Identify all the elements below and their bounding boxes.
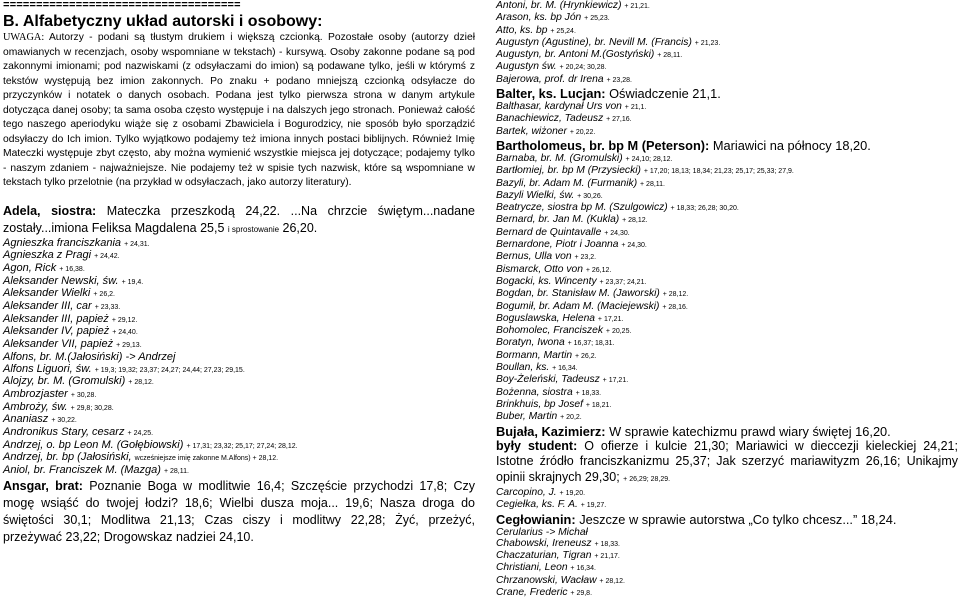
person-ref: + 30,22. bbox=[51, 417, 77, 425]
person-ref: + 24,30. bbox=[621, 242, 647, 250]
person-ref: + 21,17. bbox=[594, 553, 620, 561]
person-entry bbox=[496, 12, 958, 24]
person-entry bbox=[496, 113, 958, 125]
person-name: Ambroży, św. bbox=[3, 400, 68, 413]
person-entry bbox=[496, 126, 958, 138]
author-name: Bujała, Kazimierz: bbox=[496, 423, 606, 439]
person-ref: + 18,21. bbox=[585, 401, 612, 409]
person-ref: + 29,13. bbox=[116, 342, 142, 350]
person-name: Atto, ks. bp bbox=[496, 24, 548, 36]
person-entry bbox=[3, 376, 475, 389]
person-entry bbox=[496, 575, 958, 587]
person-entry bbox=[496, 337, 958, 349]
person-entry bbox=[496, 411, 958, 423]
person-name: Banachiewicz, Tadeusz bbox=[496, 113, 604, 125]
author-entry-byly-student bbox=[496, 439, 958, 488]
person-ref: + 21,21. bbox=[624, 3, 650, 10]
person-name: Augustyn św. bbox=[496, 61, 557, 73]
person-ref: + 16,37; 18,31. bbox=[567, 340, 615, 348]
person-name: Bernard de Quintavalle bbox=[496, 226, 602, 238]
person-name: Beatrycze, siostra bp M. (Szulgowicz) bbox=[496, 202, 668, 214]
person-ref: + 30,26. bbox=[577, 192, 603, 200]
person-name: Boullan, ks. bbox=[496, 362, 550, 374]
person-name: Bogacki, ks. Wincenty bbox=[496, 275, 597, 287]
person-entry bbox=[496, 25, 958, 37]
person-entry bbox=[496, 37, 958, 49]
person-name: Barnaba, br. M. (Gromulski) bbox=[496, 152, 623, 164]
person-ref: + 19,27. bbox=[580, 502, 607, 510]
person-ref: + 19,4. bbox=[121, 278, 144, 286]
person-ref: + 23,37; 24,21. bbox=[599, 278, 647, 286]
person-ref: + 19,3; 19,32; 23,37; 24,27; 24,44; 27,23; 29,15. bbox=[94, 366, 245, 374]
person-name: Bernard, br. Jan M. (Kukla) bbox=[496, 214, 620, 226]
person-entry bbox=[496, 153, 958, 165]
author-works: Poznanie Boga w modlitwie 16,4; Szczęście przychodzi 17,8; Czy mogę wsiąść do twojej łodzi? 18,6; Wielbi dusza moja... 19,6; Nasza droga do świętości 30,1; Modlitwa 21,13; Czas ciszy i modlitwy 22,28; Żyć, przeżyć, przeżywać 23,22; Drogowskaz nadziei 24,10. bbox=[3, 478, 475, 544]
person-ref: + 23,33. bbox=[94, 304, 121, 312]
person-ref: + 16,34. bbox=[552, 365, 578, 373]
author-small-note: + 26,29; 28,29. bbox=[623, 475, 671, 483]
person-ref: + 28,16. bbox=[662, 303, 688, 311]
person-entry bbox=[496, 276, 958, 288]
person-entry bbox=[496, 325, 958, 337]
separator-rule: ==================================== bbox=[3, 0, 241, 12]
author-name: Cegłowianin: bbox=[496, 511, 576, 527]
person-ref: + 19,20. bbox=[559, 490, 586, 497]
person-name: Brinkhuis, bp Josef bbox=[496, 398, 583, 410]
person-name: Bernardone, Piotr i Joanna bbox=[496, 239, 619, 251]
intro-caps: UWAGA: bbox=[3, 32, 45, 43]
person-entry bbox=[496, 101, 958, 113]
person-ref: + 26,12. bbox=[585, 266, 612, 274]
person-ref: + 18,33. bbox=[575, 389, 602, 397]
person-name: Alfons Liguori, św. bbox=[3, 362, 92, 375]
person-name: Cegiełka, ks. F. A. bbox=[496, 499, 578, 511]
person-ref: + 28,12. bbox=[128, 379, 154, 387]
section-heading: B. Alfabetyczny układ autorski i osobowy: bbox=[3, 13, 323, 30]
person-name: Crane, Frederic bbox=[496, 587, 568, 599]
person-ref: + 20,22. bbox=[569, 128, 596, 136]
person-name: Chabowski, Ireneusz bbox=[496, 537, 592, 549]
person-name: Andrzej, o. bp Leon M. (Gołębiowski) bbox=[3, 438, 184, 451]
person-ref: + 18,33; 26,28; 30,20. bbox=[670, 205, 739, 213]
person-name: Chaczaturian, Tigran bbox=[496, 550, 592, 562]
person-name: Bogumił, br. Adam M. (Maciejewski) bbox=[496, 300, 660, 312]
person-entry bbox=[3, 389, 475, 402]
author-name: Bartholomeus, br. bp M (Peterson): bbox=[496, 137, 710, 153]
person-entry bbox=[496, 214, 958, 226]
person-name: Boratyn, Iwona bbox=[496, 337, 565, 349]
person-entry bbox=[496, 487, 958, 499]
person-name: Alojzy, br. M. (Gromulski) bbox=[3, 375, 126, 388]
person-ref: + 27,16. bbox=[606, 116, 632, 124]
person-entry bbox=[496, 190, 958, 202]
person-entry bbox=[496, 550, 958, 562]
person-name: Agon, Rick bbox=[3, 261, 57, 274]
author-entry-bujala bbox=[496, 424, 958, 439]
person-ref: + 16,34. bbox=[570, 565, 596, 573]
person-name: Augustyn, br. Antoni M.(Gostyński) bbox=[496, 49, 655, 61]
person-entry bbox=[496, 313, 958, 325]
person-entry bbox=[496, 0, 958, 12]
person-ref: + 17,21. bbox=[602, 377, 629, 385]
person-ref: + 24,42. bbox=[94, 253, 120, 261]
author-entry-adela bbox=[3, 203, 475, 238]
person-name: Bormann, Martin bbox=[496, 349, 573, 361]
person-ref: + 21,1. bbox=[624, 104, 647, 112]
person-ref: + 24,10; 28,12. bbox=[625, 155, 673, 163]
person-entry bbox=[496, 61, 958, 73]
person-name: Andrzej, br. bp (Jałosiński, bbox=[3, 451, 132, 464]
person-name: Chrzanowski, Wacław bbox=[496, 574, 597, 586]
person-name: Ananiasz bbox=[3, 413, 49, 426]
person-entry bbox=[496, 374, 958, 386]
author-name: Adela, siostra: bbox=[3, 203, 97, 218]
person-ref: + 26,2. bbox=[93, 291, 115, 299]
person-ref: + 24,25. bbox=[127, 430, 154, 438]
author-name: Balter, ks. Lucjan: bbox=[496, 86, 606, 102]
person-ref: + 17,20; 18,13; 18,34; 21,23; 25,17; 25,33; 27,9. bbox=[643, 168, 794, 176]
person-index-list bbox=[496, 101, 958, 138]
person-entry bbox=[496, 239, 958, 251]
person-name: Bohomolec, Franciszek bbox=[496, 325, 604, 337]
person-name: Christiani, Leon bbox=[496, 562, 568, 574]
person-index-list bbox=[3, 238, 475, 478]
person-entry bbox=[496, 499, 958, 511]
person-name: Bartek, wiżoner bbox=[496, 125, 567, 137]
person-index-list bbox=[496, 527, 958, 599]
person-ref: + 23,28. bbox=[606, 76, 632, 84]
left-column bbox=[3, 0, 475, 546]
author-name: Ansgar, brat: bbox=[3, 478, 83, 493]
person-entry bbox=[496, 399, 958, 411]
person-name: Augustyn (Agustine), br. Nevill M. (Francis) bbox=[496, 36, 692, 48]
person-entry bbox=[496, 288, 958, 300]
author-works: Mariawici na północy 18,20. bbox=[712, 137, 871, 153]
person-ref: + 18,33. bbox=[594, 540, 620, 548]
person-entry bbox=[496, 251, 958, 263]
person-ref: + 29,8; 30,28. bbox=[70, 404, 114, 412]
person-name: Carcopino, J. bbox=[496, 487, 557, 498]
person-ref: + 23,2. bbox=[574, 254, 597, 262]
person-name: Bismarck, Otto von bbox=[496, 263, 583, 275]
person-entry bbox=[496, 74, 958, 86]
author-entry-ceglowianin bbox=[496, 512, 958, 527]
author-works: Oświadczenie 21,1. bbox=[609, 86, 721, 102]
person-ref: + 24,40. bbox=[112, 329, 138, 337]
person-name: Bernus, Ulla von bbox=[496, 251, 572, 263]
person-ref: + 28,11. bbox=[163, 468, 189, 476]
person-entry bbox=[496, 227, 958, 239]
author-small-note: i sprostowanie bbox=[227, 224, 280, 234]
person-ref: + 17,21. bbox=[597, 315, 624, 323]
person-name: Bożenna, siostra bbox=[496, 386, 573, 398]
person-entry bbox=[3, 250, 475, 263]
person-name: Aleksander III, car bbox=[3, 300, 92, 313]
person-index-list bbox=[496, 153, 958, 424]
person-name: Bazyli Wielki, św. bbox=[496, 189, 575, 201]
person-name: Cerularius -> Michał bbox=[496, 526, 588, 538]
person-entry bbox=[496, 165, 958, 177]
person-name: Boguslawska, Helena bbox=[496, 312, 596, 324]
person-entry bbox=[496, 387, 958, 399]
person-entry bbox=[496, 49, 958, 61]
person-name: Bogdan, br. Stanisław M. (Jaworski) bbox=[496, 288, 660, 300]
person-ref: + 25,24. bbox=[550, 27, 576, 35]
person-name: Aleksander VII, papież bbox=[3, 338, 114, 351]
person-ref: + 24,30. bbox=[604, 229, 630, 237]
author-works: Mateczka przeszkodą 24,22. ...Na chrzcie świętym...nadane zostały...imiona Feliksa Magdalena 25,5 bbox=[3, 203, 476, 235]
person-name: Alfons, br. M.(Jałosiński) -> Andrzej bbox=[3, 350, 176, 363]
person-entry bbox=[496, 301, 958, 313]
person-ref: + 20,2. bbox=[560, 414, 582, 422]
person-entry bbox=[3, 402, 475, 415]
person-ref: + 16,38. bbox=[59, 265, 85, 273]
person-name: Balthasar, kardynał Urs von bbox=[496, 101, 622, 113]
person-ref: + 29,12. bbox=[111, 316, 138, 324]
person-name: Arason, ks. bp Jón bbox=[496, 12, 582, 24]
person-name: Aleksander Newski, św. bbox=[3, 274, 119, 287]
person-ref: + 28,11. bbox=[657, 52, 683, 60]
author-works: O ofierze i kulcie 21,30; Mariawici w dieccezji kieleckiej 24,21; Istotne źródło franciszkanizmu 25,37; Jak szerzyć mariawityzm 26,16; Unikajmy opinii skrajnych 29,30; bbox=[496, 438, 958, 484]
person-name: Andronikus Stary, cesarz bbox=[3, 426, 125, 439]
person-entry bbox=[496, 527, 958, 538]
intro-text: Autorzy - podani są tłustym drukiem i większą czcionką. Pozostałe osoby (autorzy dzieł omawianych w recenzjach, osoby wspomniane w tekstach) - kursywą. Osoby zakonne podane są pod zakonnymi imionami; pod nazwiskami (z odsyłaczami do imion) są podawane tylko, jeśli w którymś z tekstów występują bez imion zakonnych. Po znaku + podano mniejszą czcionką odsyłacze do przyczynków i notatek o danych osobach. Podana jest tylko pierwsza strona w danym artykule dotycząca danej osoby; ta sama osoba często występuje i na dalszych jego stronach. Ponieważ całość tego naszego aperiodyku wiąże się z osobami Zbawiciela i Bogurodzicy, nie sposób było sporządzić odsyłaczy do Ich imion. Tylko wyjątkowo podajemy też imiona innych postaci biblijnych. Również Imię Mateczki występuje zbyt często, aby można wymienić wszystkie miejsca jej dotyczące; podajemy tylko - naszym zdaniem - najważniejsze. Nie podajemy też w spisie tych nazwisk, które są wspomniane w tekstach tylko przelotnie (na przykład w odsyłaczach, jako autorzy literatury). bbox=[3, 32, 475, 188]
person-ref: + 24,31. bbox=[124, 240, 150, 248]
person-name: Bartłomiej, br. bp M (Przysiecki) bbox=[496, 165, 641, 177]
person-ref: + 28,12. bbox=[599, 577, 625, 585]
person-ref: wcześniejsze imię zakonne M.Alfons) + 28,12. bbox=[134, 455, 279, 463]
person-entry bbox=[496, 587, 958, 599]
person-name: Aleksander IV, papież bbox=[3, 325, 110, 338]
person-name: Aleksander Wielki bbox=[3, 287, 91, 300]
person-name: Agnieszka z Pragi bbox=[3, 249, 92, 262]
person-ref: + 26,2. bbox=[575, 352, 597, 360]
person-name: Buber, Martin bbox=[496, 411, 558, 423]
author-works: W sprawie katechizmu prawd wiary świętej 16,20. bbox=[609, 423, 891, 439]
person-ref: + 29,8. bbox=[570, 590, 593, 598]
person-ref: + 20,25. bbox=[605, 328, 632, 336]
person-index-list bbox=[496, 487, 958, 512]
person-entry bbox=[496, 562, 958, 574]
author-entry-ansgar bbox=[3, 478, 475, 546]
intro-paragraph bbox=[3, 31, 475, 191]
person-ref: + 28,11. bbox=[640, 180, 665, 188]
person-name: Agnieszka franciszkania bbox=[3, 236, 122, 249]
person-name: Bajerowa, prof. dr Irena bbox=[496, 73, 604, 85]
right-column bbox=[496, 0, 958, 599]
person-ref: + 25,23. bbox=[584, 15, 610, 23]
person-name: Bazyli, br. Adam M. (Furmanik) bbox=[496, 177, 638, 189]
person-ref: + 30,28. bbox=[70, 391, 97, 399]
person-entry bbox=[496, 362, 958, 374]
person-ref: + 17,31; 23,32; 25,17; 27,24; 28,12. bbox=[186, 442, 298, 450]
person-ref: + 21,23. bbox=[694, 39, 721, 47]
person-ref: + 28,12. bbox=[662, 291, 689, 299]
person-name: Antoni, br. M. (Hrynkiewicz) bbox=[496, 0, 622, 11]
author-entry-balter bbox=[496, 86, 958, 101]
person-ref: + 28,12. bbox=[622, 217, 648, 225]
person-entry bbox=[496, 538, 958, 550]
author-name: były student: bbox=[496, 438, 578, 453]
person-ref: + 20,24; 30,28. bbox=[559, 64, 607, 72]
person-entry bbox=[496, 178, 958, 190]
author-works: Jeszcze w sprawie autorstwa „Co tylko chcesz...” 18,24. bbox=[579, 511, 897, 527]
person-entry bbox=[496, 350, 958, 362]
author-works-tail: 26,20. bbox=[282, 220, 318, 235]
person-index-list bbox=[496, 0, 958, 86]
person-entry bbox=[3, 465, 475, 478]
person-name: Ambrozjaster bbox=[3, 387, 68, 400]
person-entry bbox=[496, 202, 958, 214]
author-entry-bartholomeus bbox=[496, 138, 958, 153]
person-name: Boy-Żeleński, Tadeusz bbox=[496, 374, 600, 386]
person-entry bbox=[496, 264, 958, 276]
person-name: Aniol, br. Franciszek M. (Mazga) bbox=[3, 464, 161, 477]
person-name: Aleksander III, papież bbox=[3, 312, 109, 325]
